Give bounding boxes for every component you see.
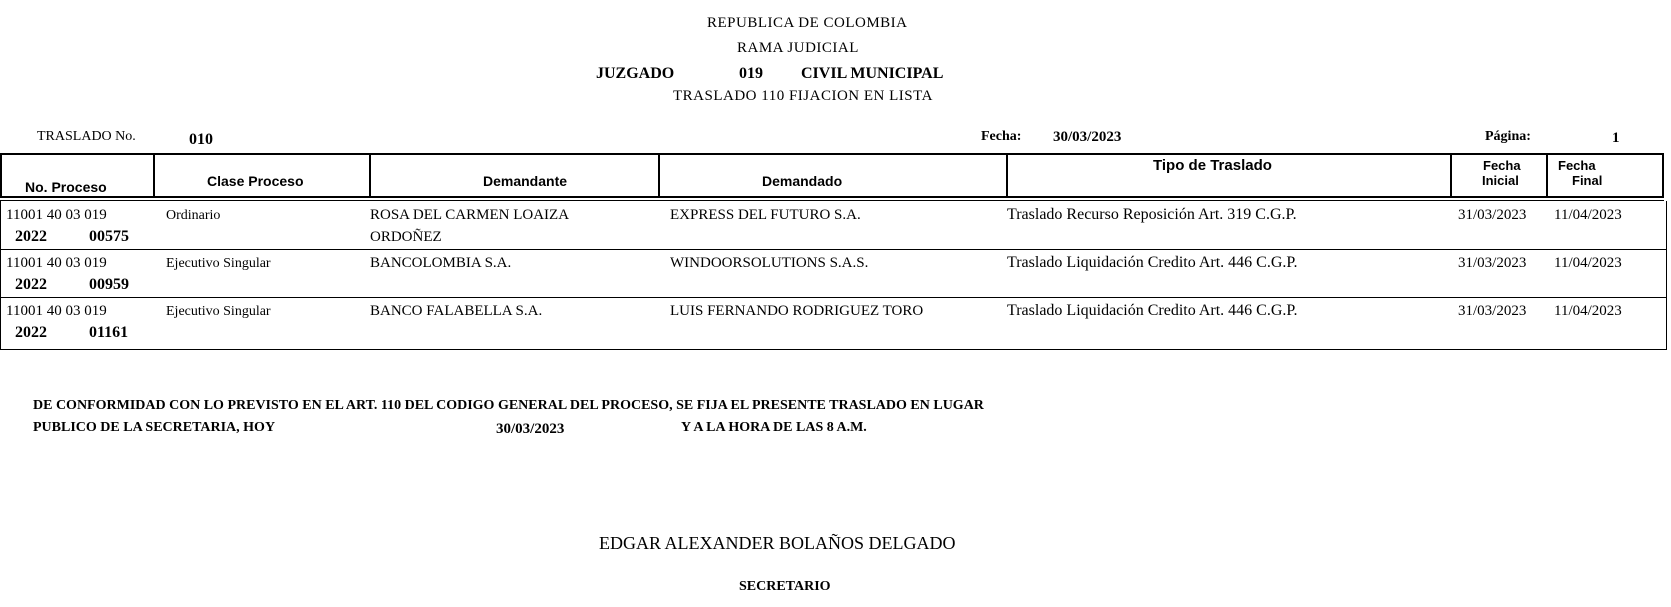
proceso-year: 2022 xyxy=(15,228,47,245)
header-subtitle: TRASLADO 110 FIJACION EN LISTA xyxy=(673,88,933,104)
col-header-fecha-final: Fecha Final xyxy=(1558,158,1603,188)
tipo-traslado: Traslado Liquidación Credito Art. 446 C.G.P. xyxy=(1007,254,1298,271)
proceso-number: 00575 xyxy=(89,228,129,245)
tipo-traslado: Traslado Liquidación Credito Art. 446 C.G.P. xyxy=(1007,302,1298,319)
col-header-tipo: Tipo de Traslado xyxy=(1008,155,1452,196)
proceso-code: 11001 40 03 019 xyxy=(6,255,107,271)
header-court-number: 019 xyxy=(739,65,763,82)
header-country: REPUBLICA DE COLOMBIA xyxy=(707,15,908,31)
proceso-code: 11001 40 03 019 xyxy=(6,303,107,319)
fecha-label: Fecha: xyxy=(981,129,1022,144)
clase-proceso: Ejecutivo Singular xyxy=(166,304,271,319)
col-header-demandado: Demandado xyxy=(660,155,1008,196)
table-header xyxy=(0,153,1664,198)
pagina-value: 1 xyxy=(1612,130,1620,146)
demandante: BANCOLOMBIA S.A. xyxy=(370,255,512,271)
fecha-inicial: 31/03/2023 xyxy=(1458,207,1527,223)
header-court-label: JUZGADO xyxy=(596,65,675,82)
fecha-final: 11/04/2023 xyxy=(1554,303,1622,319)
proceso-year: 2022 xyxy=(15,324,47,341)
table-row xyxy=(1,201,1666,249)
table-row xyxy=(1,249,1666,297)
fecha-value: 30/03/2023 xyxy=(1053,129,1122,145)
demandante-line2: ORDOÑEZ xyxy=(370,229,442,245)
proceso-number: 01161 xyxy=(89,324,129,341)
fecha-final: 11/04/2023 xyxy=(1554,255,1622,271)
clase-proceso: Ejecutivo Singular xyxy=(166,256,271,271)
col-header-demandante: Demandante xyxy=(371,155,660,196)
demandante: BANCO FALABELLA S.A. xyxy=(370,303,543,319)
demandado: WINDOORSOLUTIONS S.A.S. xyxy=(670,255,869,271)
fecha-inicial: 31/03/2023 xyxy=(1458,255,1527,271)
demandante: ROSA DEL CARMEN LOAIZA xyxy=(370,207,570,223)
proceso-year: 2022 xyxy=(15,276,47,293)
demandado: EXPRESS DEL FUTURO S.A. xyxy=(670,207,861,223)
col-header-clase: Clase Proceso xyxy=(155,155,371,196)
header-court-type: CIVIL MUNICIPAL xyxy=(801,65,944,82)
legal-notice-line1: DE CONFORMIDAD CON LO PREVISTO EN EL ART. 110 DEL CODIGO GENERAL DEL PROCESO, SE FIJA EL PRESENTE TRASLADO EN LUGAR xyxy=(33,398,984,413)
traslado-number: 010 xyxy=(189,131,213,148)
proceso-number: 00959 xyxy=(89,276,129,293)
col-header-fecha-inicial: Fecha Inicial xyxy=(1452,155,1548,196)
table-row xyxy=(1,297,1666,345)
demandado: LUIS FERNANDO RODRIGUEZ TORO xyxy=(670,303,924,319)
tipo-traslado: Traslado Recurso Reposición Art. 319 C.G.P. xyxy=(1007,206,1297,223)
table-body xyxy=(0,201,1667,350)
legal-notice-line2: PUBLICO DE LA SECRETARIA, HOY xyxy=(33,420,276,435)
signature-name: EDGAR ALEXANDER BOLAÑOS DELGADO xyxy=(599,533,956,553)
fecha-inicial: 31/03/2023 xyxy=(1458,303,1527,319)
traslado-label: TRASLADO No. xyxy=(37,129,136,144)
legal-notice-date: 30/03/2023 xyxy=(496,421,565,437)
proceso-code: 11001 40 03 019 xyxy=(6,207,107,223)
pagina-label: Página: xyxy=(1485,129,1531,144)
fecha-final: 11/04/2023 xyxy=(1554,207,1622,223)
header-branch: RAMA JUDICIAL xyxy=(737,40,859,56)
signature-title: SECRETARIO xyxy=(739,579,831,594)
col-header-proceso: No. Proceso xyxy=(2,155,155,196)
legal-notice-hour: Y A LA HORA DE LAS 8 A.M. xyxy=(681,420,867,435)
clase-proceso: Ordinario xyxy=(166,208,221,223)
